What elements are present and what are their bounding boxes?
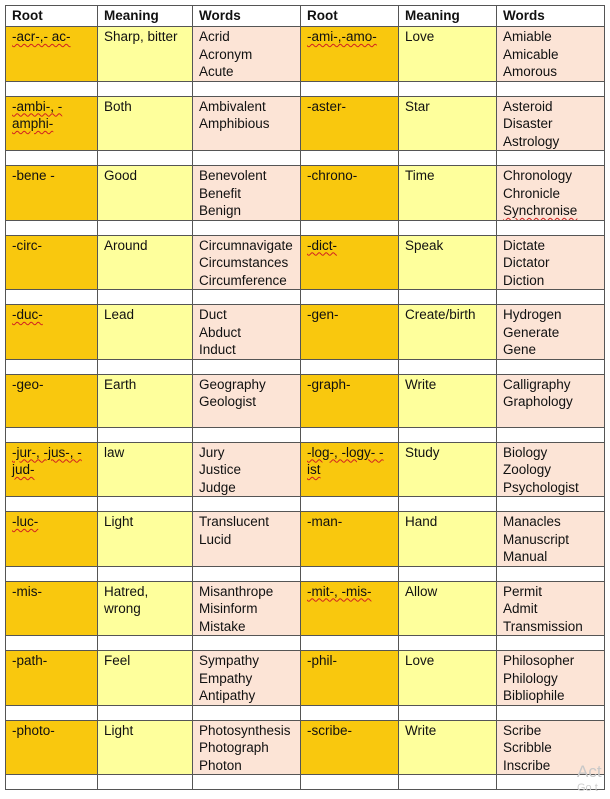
spacer-cell	[497, 566, 605, 581]
root-cell	[6, 235, 98, 290]
word-example: Acronym	[199, 46, 253, 62]
header-words-left: Words	[193, 6, 301, 27]
words-cell	[497, 305, 605, 360]
word-example: Diction	[503, 272, 545, 288]
root-cell	[6, 442, 98, 497]
meaning-text: Hatred,	[104, 583, 149, 599]
watermark-subtext: Go t	[577, 782, 598, 794]
word-example: Geologist	[199, 394, 257, 409]
root-text: -photo-	[12, 722, 55, 738]
meaning-cell	[98, 27, 193, 82]
spacer-cell	[6, 359, 98, 374]
root-text: -path-	[12, 653, 48, 668]
word-example: Chronology	[503, 168, 573, 183]
word-example: Mistake	[199, 618, 246, 634]
meaning-cell	[98, 235, 193, 290]
word-example: Chronicle	[503, 185, 561, 201]
word-example: Benefit	[199, 185, 242, 201]
meaning-text: Time	[405, 168, 435, 183]
root-cell	[301, 166, 399, 221]
word-example: Duct	[199, 307, 227, 322]
root-cell	[6, 27, 98, 82]
word-example: Acrid	[199, 29, 230, 44]
spacer-cell	[497, 427, 605, 442]
word-example: Abduct	[199, 324, 242, 340]
word-example: Philosopher	[503, 653, 575, 668]
spacer-cell	[399, 636, 497, 651]
words-cell	[497, 512, 605, 567]
meaning-text: Both	[104, 98, 132, 114]
word-example: Jury	[199, 444, 225, 460]
words-cell	[497, 651, 605, 706]
meaning-text: Speak	[405, 237, 444, 253]
meaning-cell	[399, 442, 497, 497]
meaning-cell	[399, 235, 497, 290]
spacer-cell	[497, 359, 605, 374]
root-cell	[6, 581, 98, 636]
table-row	[6, 442, 605, 497]
word-example: Photograph	[199, 740, 269, 755]
root-cell	[301, 512, 399, 567]
table-body	[6, 27, 605, 790]
spacer-cell	[193, 636, 301, 651]
words-cell	[193, 166, 301, 221]
word-roots-table	[5, 5, 605, 790]
spacer-row	[6, 636, 605, 651]
meaning-cell	[399, 651, 497, 706]
spacer-cell	[399, 359, 497, 374]
spacer-cell	[301, 705, 399, 720]
meaning-cell	[98, 166, 193, 221]
word-example: Astrology	[503, 133, 560, 149]
word-example: Justice	[199, 462, 242, 477]
meaning-text: Earth	[104, 376, 137, 392]
spacer-cell	[399, 427, 497, 442]
spacer-cell	[193, 220, 301, 235]
meaning-cell	[98, 581, 193, 636]
words-cell	[193, 512, 301, 567]
spacer-row	[6, 359, 605, 374]
table-row	[6, 581, 605, 636]
words-cell	[193, 442, 301, 497]
word-example: Photosynthesis	[199, 722, 291, 738]
meaning-cell	[399, 305, 497, 360]
spacer-cell	[301, 151, 399, 166]
spacer-cell	[6, 566, 98, 581]
table-row	[6, 512, 605, 567]
header-row	[6, 6, 605, 27]
word-example: Manual	[503, 549, 548, 564]
word-example: Photon	[199, 757, 242, 773]
root-cell	[301, 720, 399, 775]
word-example: Scribble	[503, 740, 552, 755]
words-cell	[193, 235, 301, 290]
word-example: Benevolent	[199, 168, 267, 183]
word-example: Translucent	[199, 514, 270, 529]
spacer-cell	[301, 566, 399, 581]
word-example: Disaster	[503, 116, 553, 131]
spacer-cell	[6, 636, 98, 651]
word-example: Psychologist	[503, 479, 579, 495]
root-cell	[301, 235, 399, 290]
meaning-text: Star	[405, 98, 430, 114]
table-row	[6, 96, 605, 151]
spacer-cell	[98, 359, 193, 374]
word-example: Transmission	[503, 618, 583, 634]
spacer-cell	[301, 636, 399, 651]
spacer-cell	[98, 566, 193, 581]
spacer-cell	[399, 705, 497, 720]
meaning-cell	[98, 96, 193, 151]
spacer-cell	[98, 636, 193, 651]
spacer-cell	[98, 497, 193, 512]
spacer-row	[6, 151, 605, 166]
meaning-cell	[98, 512, 193, 567]
root-text: -chrono-	[307, 168, 358, 183]
word-example: Dictate	[503, 237, 546, 253]
words-cell	[193, 305, 301, 360]
meaning-text: Write	[405, 722, 437, 738]
root-text: -circ-	[12, 237, 42, 253]
spacer-cell	[193, 290, 301, 305]
spacer-cell	[497, 705, 605, 720]
root-cell	[301, 27, 399, 82]
table-row	[6, 374, 605, 427]
root-text: -bene -	[12, 168, 55, 183]
words-cell	[497, 235, 605, 290]
root-text: -dict-	[307, 237, 337, 253]
root-text: -mit-, -mis-	[307, 583, 372, 599]
header-root-left: Root	[6, 6, 98, 27]
root-text: -jur-, -jus-, -jud-	[12, 444, 82, 477]
spacer-cell	[399, 497, 497, 512]
header-words-right: Words	[497, 6, 605, 27]
word-example: Geography	[199, 376, 266, 392]
spacer-cell	[497, 290, 605, 305]
spacer-row	[6, 290, 605, 305]
root-text: -man-	[307, 514, 343, 529]
root-text: -acr-,- ac-	[12, 29, 71, 44]
table-row	[6, 166, 605, 221]
spacer-cell	[193, 775, 301, 790]
meaning-text: Love	[405, 653, 435, 668]
root-text: -luc-	[12, 514, 39, 529]
root-cell	[301, 442, 399, 497]
root-cell	[301, 305, 399, 360]
spacer-cell	[399, 220, 497, 235]
word-example: Manuscript	[503, 531, 570, 547]
word-example: Induct	[199, 342, 236, 357]
word-example: Gene	[503, 342, 537, 357]
spacer-row	[6, 81, 605, 96]
meaning-text: Light	[104, 722, 134, 738]
word-example: Dictator	[503, 255, 550, 270]
word-example: Lucid	[199, 531, 232, 547]
word-example: Circumnavigate	[199, 237, 293, 253]
root-cell	[6, 166, 98, 221]
root-text: -gen-	[307, 307, 339, 322]
meaning-text: Feel	[104, 653, 131, 668]
word-example: Philology	[503, 670, 558, 686]
root-cell	[301, 374, 399, 427]
meaning-text: Study	[405, 444, 440, 460]
words-cell	[497, 442, 605, 497]
spacer-cell	[301, 775, 399, 790]
spacer-cell	[301, 427, 399, 442]
words-cell	[497, 27, 605, 82]
root-text: -mis-	[12, 583, 42, 599]
root-cell	[6, 720, 98, 775]
meaning-text: law	[104, 444, 125, 460]
table-row	[6, 235, 605, 290]
word-example: Graphology	[503, 394, 573, 409]
spacer-cell	[98, 705, 193, 720]
root-text: -aster-	[307, 98, 347, 114]
words-cell	[497, 166, 605, 221]
spacer-cell	[193, 497, 301, 512]
words-cell	[193, 720, 301, 775]
word-example: Generate	[503, 324, 560, 340]
spacer-cell	[497, 81, 605, 96]
word-example: Permit	[503, 583, 543, 599]
root-cell	[6, 305, 98, 360]
watermark-text: Act	[577, 762, 602, 781]
root-text: -scribe-	[307, 722, 353, 738]
meaning-cell	[399, 720, 497, 775]
meaning-text: Lead	[104, 307, 135, 322]
table-row	[6, 720, 605, 775]
root-cell	[301, 96, 399, 151]
spacer-cell	[6, 151, 98, 166]
meaning-cell	[399, 374, 497, 427]
spacer-cell	[301, 220, 399, 235]
spacer-cell	[193, 359, 301, 374]
spacer-cell	[98, 151, 193, 166]
meaning-cell	[98, 720, 193, 775]
meaning-text: Love	[405, 29, 435, 44]
root-text: -duc-	[12, 307, 43, 322]
root-text: -phil-	[307, 653, 338, 668]
meaning-text: Good	[104, 168, 138, 183]
meaning-text: Allow	[405, 583, 438, 599]
meaning-text: Write	[405, 376, 437, 392]
meaning-cell	[399, 96, 497, 151]
root-cell	[6, 651, 98, 706]
spacer-cell	[301, 290, 399, 305]
spacer-cell	[98, 775, 193, 790]
word-example: Antipathy	[199, 688, 256, 703]
word-example: Admit	[503, 601, 538, 616]
word-example: Empathy	[199, 670, 253, 686]
word-example: Amorous	[503, 64, 558, 79]
spacer-cell	[193, 705, 301, 720]
word-example: Misinform	[199, 601, 258, 616]
spacer-cell	[6, 220, 98, 235]
meaning-cell	[399, 166, 497, 221]
root-text: -log-, -logy- -ist	[307, 444, 384, 477]
words-cell	[193, 27, 301, 82]
word-example: Sympathy	[199, 653, 260, 668]
header-root-right: Root	[301, 6, 399, 27]
spacer-row	[6, 220, 605, 235]
word-example: Biology	[503, 444, 548, 460]
words-cell	[497, 374, 605, 427]
table-row	[6, 27, 605, 82]
meaning-cell	[98, 374, 193, 427]
word-example: Inscribe	[503, 757, 551, 773]
spacer-cell	[98, 427, 193, 442]
spacer-cell	[399, 151, 497, 166]
spacer-cell	[98, 220, 193, 235]
spacer-cell	[301, 81, 399, 96]
word-example: Amiable	[503, 29, 552, 44]
root-text: -ambi-, -amphi-	[12, 98, 63, 131]
meaning-text: Create/birth	[405, 307, 476, 322]
spacer-cell	[301, 359, 399, 374]
meaning-cell	[399, 27, 497, 82]
word-example: Scribe	[503, 722, 542, 738]
spacer-cell	[193, 81, 301, 96]
meaning-text: Hand	[405, 514, 438, 529]
word-example: Zoology	[503, 462, 552, 477]
spacer-cell	[6, 290, 98, 305]
spacer-cell	[98, 81, 193, 96]
spacer-cell	[6, 775, 98, 790]
word-example: Ambivalent	[199, 98, 266, 114]
spacer-cell	[399, 566, 497, 581]
meaning-cell	[399, 581, 497, 636]
spacer-cell	[6, 427, 98, 442]
spacer-cell	[399, 775, 497, 790]
spacer-row	[6, 775, 605, 790]
meaning-text: Light	[104, 514, 134, 529]
root-text: -geo-	[12, 376, 44, 392]
meaning-cell	[399, 512, 497, 567]
meaning-text: Sharp, bitter	[104, 29, 178, 44]
header-meaning-right: Meaning	[399, 6, 497, 27]
root-cell	[6, 374, 98, 427]
table-row	[6, 305, 605, 360]
spacer-cell	[98, 290, 193, 305]
word-example: Amicable	[503, 46, 559, 62]
table-row	[6, 651, 605, 706]
root-cell	[301, 581, 399, 636]
word-example: Amphibious	[199, 116, 270, 131]
root-text: -graph-	[307, 376, 351, 392]
words-cell	[193, 374, 301, 427]
word-example: Circumstances	[199, 255, 289, 270]
root-text: -ami-,-amo-	[307, 29, 377, 44]
spacer-cell	[193, 427, 301, 442]
word-example: Misanthrope	[199, 583, 274, 599]
words-cell	[193, 651, 301, 706]
word-example: Benign	[199, 203, 242, 218]
meaning-cell	[98, 651, 193, 706]
meaning-cell	[98, 305, 193, 360]
spacer-cell	[6, 705, 98, 720]
header-meaning-left: Meaning	[98, 6, 193, 27]
word-example: Manacles	[503, 514, 561, 529]
words-cell	[193, 581, 301, 636]
spacer-cell	[301, 497, 399, 512]
word-example: Bibliophile	[503, 688, 565, 703]
word-example: Acute	[199, 64, 234, 79]
spacer-row	[6, 497, 605, 512]
spacer-cell	[6, 81, 98, 96]
word-example: Hydrogen	[503, 307, 562, 322]
spacer-cell	[497, 151, 605, 166]
spacer-row	[6, 427, 605, 442]
spacer-cell	[399, 81, 497, 96]
spacer-cell	[497, 220, 605, 235]
spacer-cell	[497, 497, 605, 512]
words-cell	[497, 96, 605, 151]
root-cell	[6, 96, 98, 151]
spacer-cell	[399, 290, 497, 305]
root-cell	[6, 512, 98, 567]
spacer-cell	[193, 151, 301, 166]
word-example: Synchronise	[503, 203, 578, 218]
word-example: Circumference	[199, 272, 287, 288]
spacer-row	[6, 705, 605, 720]
meaning-cell	[98, 442, 193, 497]
spacer-cell	[193, 566, 301, 581]
meaning-text: wrong	[104, 601, 141, 616]
meaning-text: Around	[104, 237, 148, 253]
spacer-row	[6, 566, 605, 581]
root-cell	[301, 651, 399, 706]
word-example: Asteroid	[503, 98, 553, 114]
word-example: Calligraphy	[503, 376, 571, 392]
spacer-cell	[497, 636, 605, 651]
words-cell	[497, 581, 605, 636]
words-cell	[193, 96, 301, 151]
spacer-cell	[6, 497, 98, 512]
word-example: Judge	[199, 479, 236, 495]
